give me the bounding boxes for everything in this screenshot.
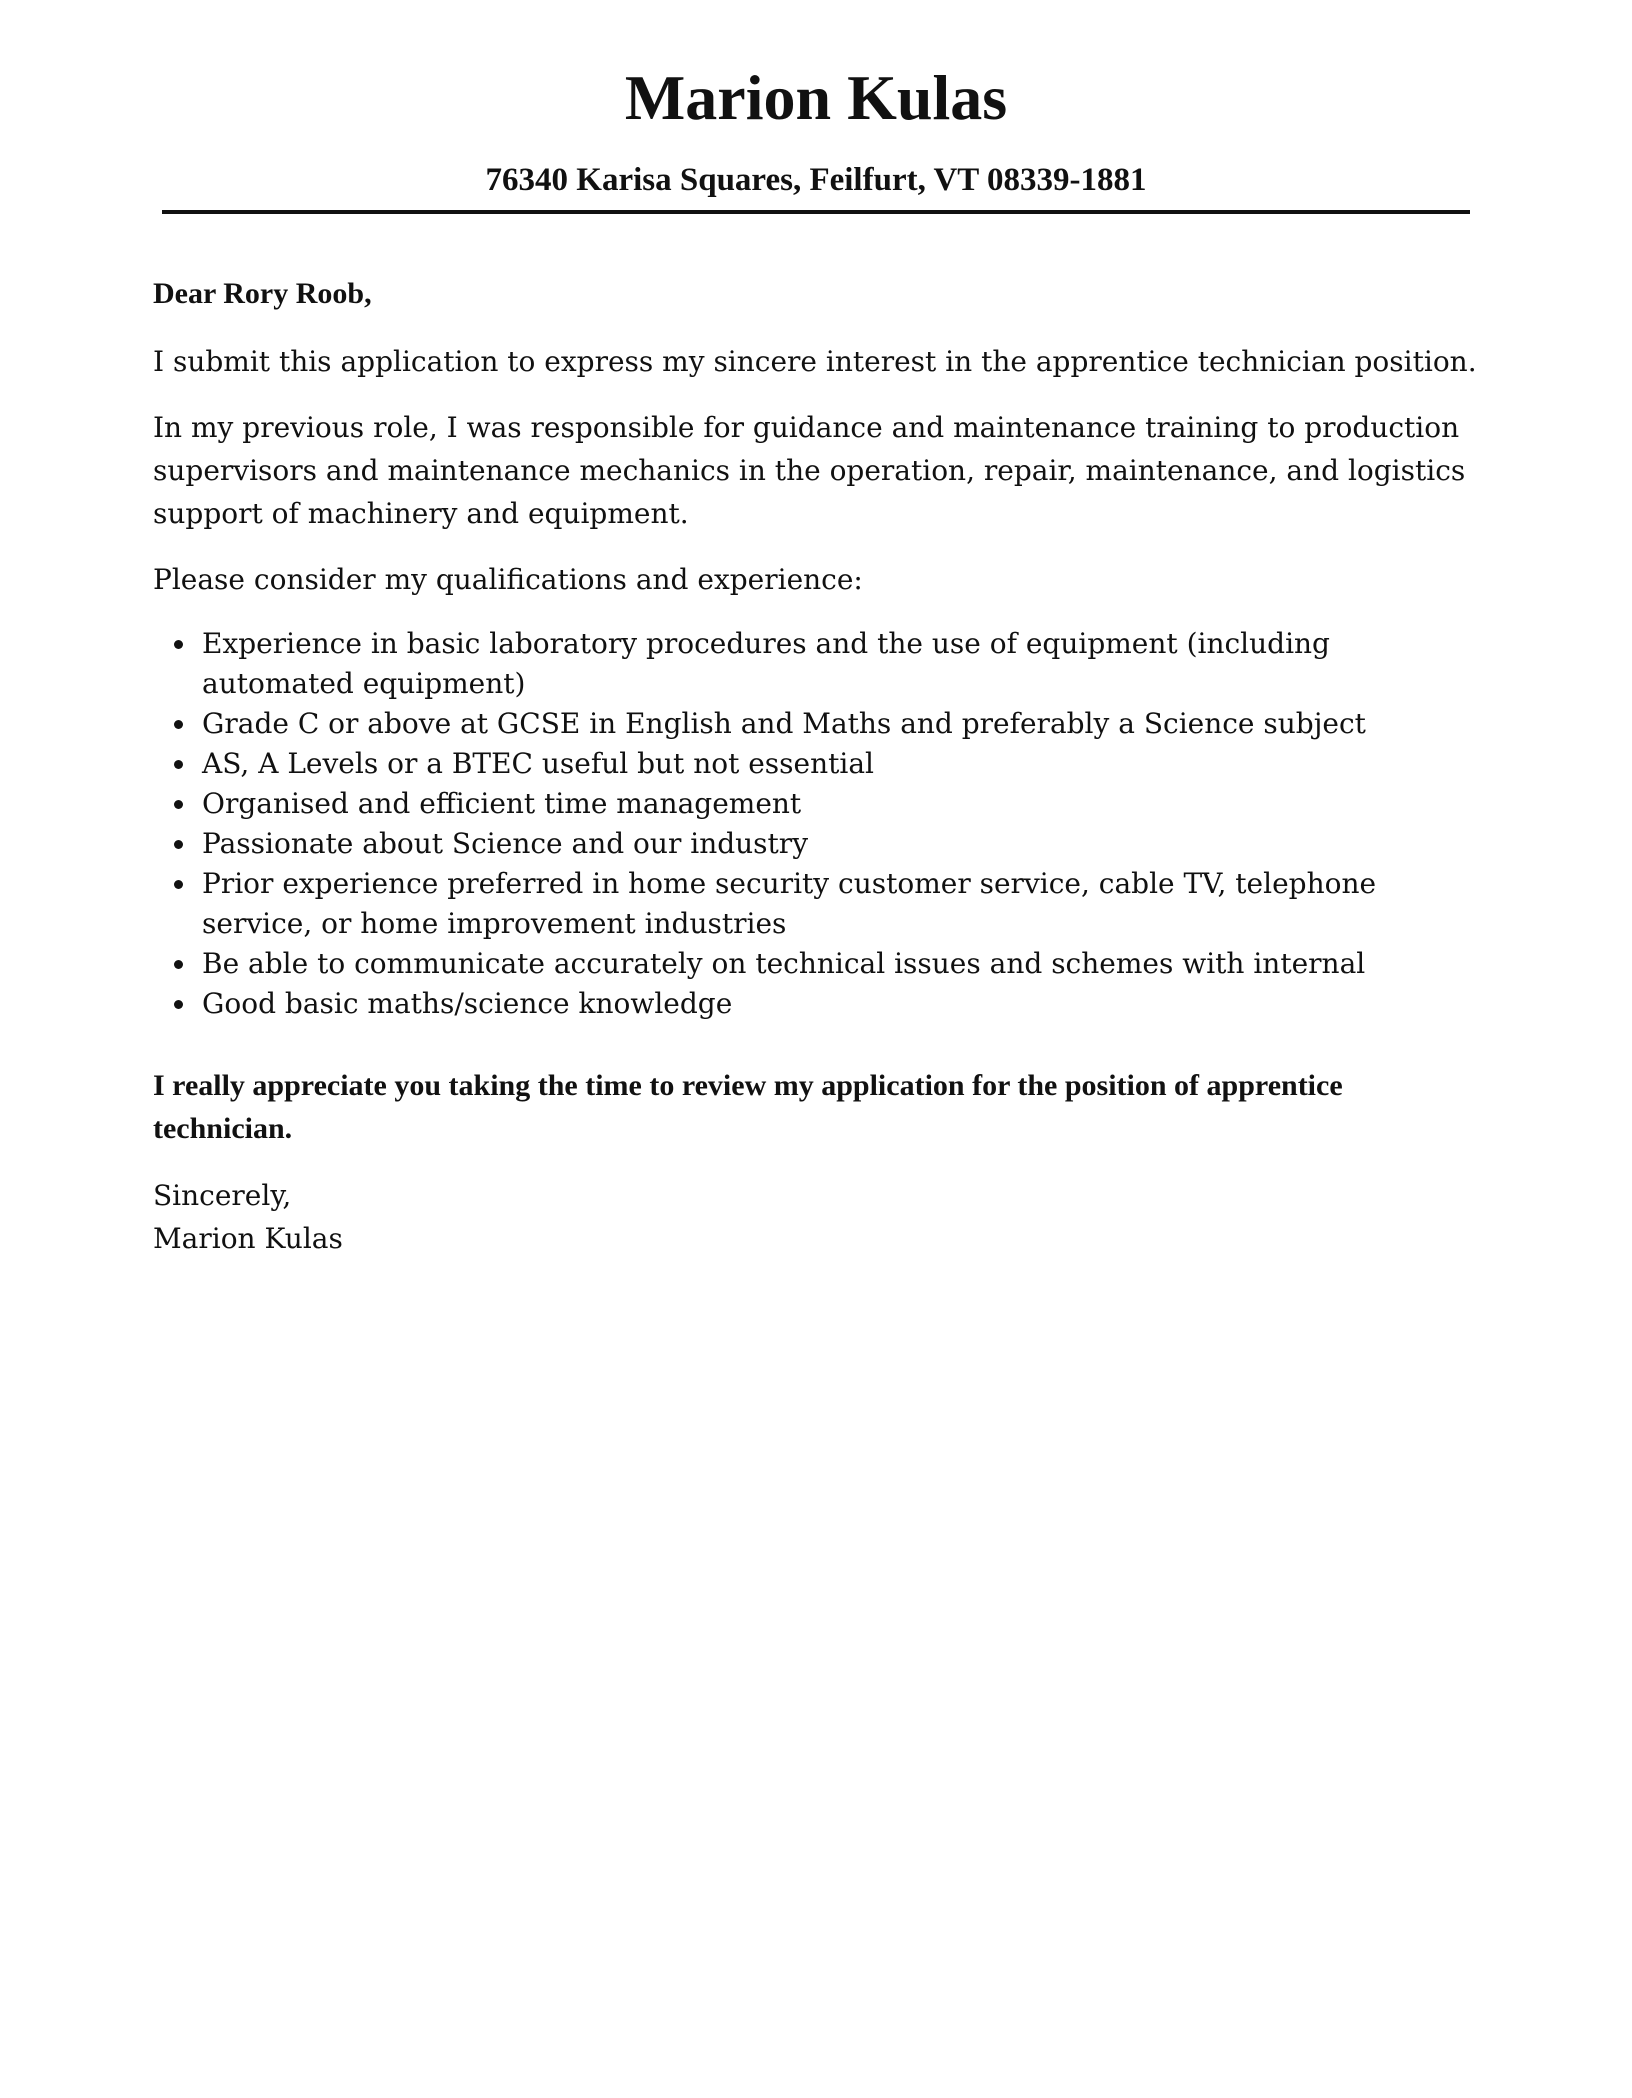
experience-paragraph: In my previous role, I was responsible for guidance and maintenance training to production supervisors and maintenance mechanics in the operation, repair, maintenance, and logistics support of machinery and equipment. bbox=[153, 411, 1466, 530]
list-item bbox=[202, 944, 1483, 984]
list-item bbox=[202, 624, 1483, 704]
bullet-icon bbox=[174, 800, 183, 809]
bullet-icon bbox=[174, 760, 183, 769]
list-item bbox=[202, 704, 1483, 744]
qualification-text: Organised and efficient time management bbox=[202, 787, 802, 820]
letter-body bbox=[153, 272, 1483, 1260]
signoff-block bbox=[153, 1174, 1483, 1260]
list-item bbox=[202, 824, 1483, 864]
bullet-icon bbox=[174, 720, 183, 729]
qualification-text: Experience in basic laboratory procedures and the use of equipment (including automated equipment) bbox=[202, 627, 1330, 700]
bullet-icon bbox=[174, 1000, 183, 1009]
list-item bbox=[202, 864, 1483, 944]
list-item bbox=[202, 984, 1483, 1024]
sender-name: Marion Kulas bbox=[624, 62, 1008, 133]
header-divider bbox=[162, 210, 1470, 214]
closing-paragraph: I really appreciate you taking the time to review my application for the position of apprentice technician. bbox=[153, 1069, 1343, 1145]
bullet-icon bbox=[174, 840, 183, 849]
qualification-text: Prior experience preferred in home security customer service, cable TV, telephone service, or home improvement industries bbox=[202, 867, 1377, 940]
list-item bbox=[202, 784, 1483, 824]
intro-paragraph: I submit this application to express my sincere interest in the apprentice technician position. bbox=[153, 345, 1477, 378]
list-item bbox=[202, 744, 1483, 784]
letter-header bbox=[162, 0, 1470, 200]
qualification-text: AS, A Levels or a BTEC useful but not essential bbox=[202, 747, 874, 780]
qualifications-list bbox=[153, 624, 1483, 1024]
qualification-text: Good basic maths/science knowledge bbox=[202, 987, 733, 1020]
signature: Marion Kulas bbox=[153, 1222, 343, 1255]
signoff: Sincerely, bbox=[153, 1179, 292, 1212]
bullet-icon bbox=[174, 880, 183, 889]
qualification-text: Passionate about Science and our industry bbox=[202, 827, 809, 860]
sender-address: 76340 Karisa Squares, Feilfurt, VT 08339-1881 bbox=[485, 162, 1147, 198]
bullet-icon bbox=[174, 960, 183, 969]
qualification-text: Grade C or above at GCSE in English and Maths and preferably a Science subject bbox=[202, 707, 1366, 740]
bullet-icon bbox=[174, 640, 183, 649]
qualifications-intro: Please consider my qualifications and experience: bbox=[153, 563, 863, 596]
qualification-text: Be able to communicate accurately on technical issues and schemes with internal bbox=[202, 947, 1366, 980]
salutation: Dear Rory Roob, bbox=[153, 277, 372, 310]
